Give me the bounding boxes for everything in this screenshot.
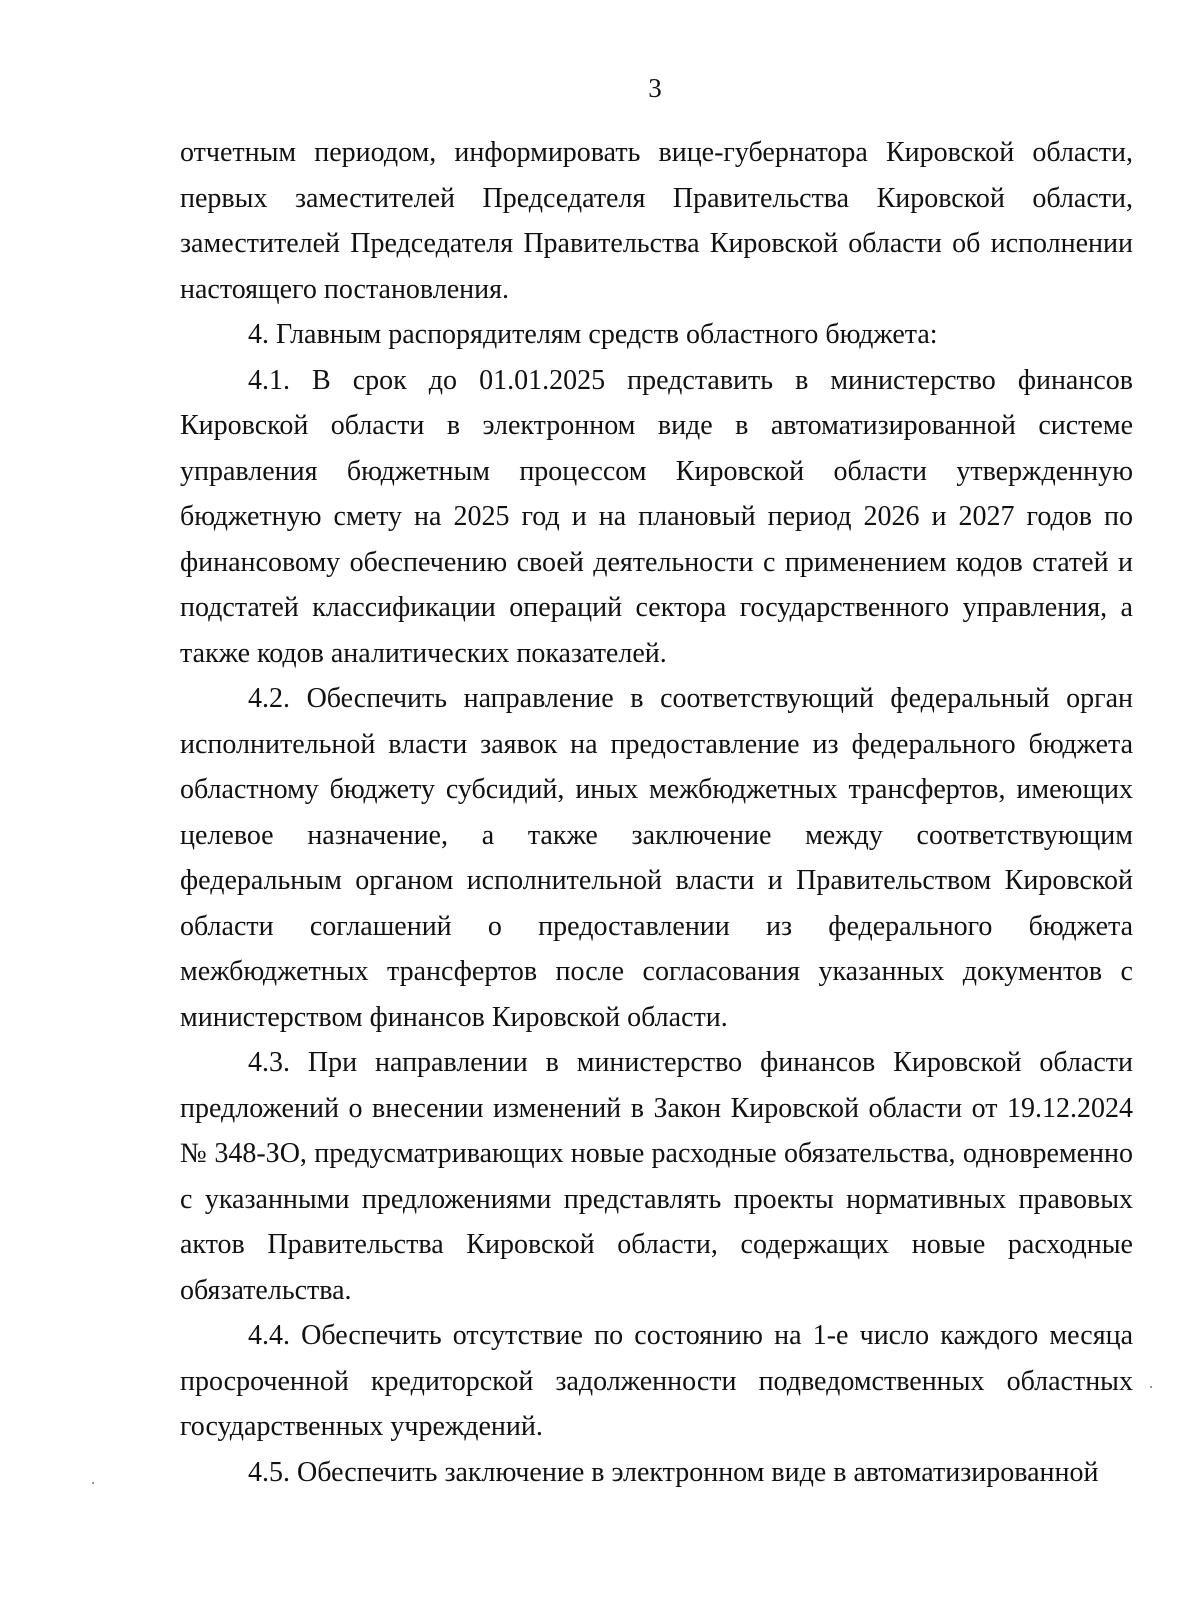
paragraph-4-2: 4.2. Обеспечить направление в соответствующий федеральный орган исполнительной власти заявок на предоставление из федерального бюджета областному бюджету субсидий, иных межбюджетных трансфертов, имеющих целевое назначение, а также заключение между соответствующим федеральным органом исполнительной власти и Правительством Кировской области соглашений о предоставлении из федерального бюджета межбюджетных трансфертов после согласования указанных документов с министерством финансов Кировской области. xyxy=(180,683,1133,1033)
paragraph-4-4: 4.4. Обеспечить отсутствие по состоянию на 1-е число каждого месяца просроченной кредиторской задолженности подведомственных областных государственных учреждений. xyxy=(180,1320,1133,1442)
paragraph-4-1: 4.1. В срок до 01.01.2025 представить в министерство финансов Кировской области в электронном виде в автоматизированной системе управления бюджетным процессом Кировской области утвержденную бюджетную смету на 2025 год и на плановый период 2026 и 2027 годов по финансовому обеспечению своей деятельности с применением кодов статей и подстатей классификации операций сектора государственного управления, а также кодов аналитических показателей. xyxy=(180,364,1133,669)
scan-speck xyxy=(92,1482,94,1484)
paragraph-4-5: 4.5. Обеспечить заключение в электронном виде в автоматизированной xyxy=(248,1456,1099,1488)
paragraph-4-3: 4.3. При направлении в министерство финансов Кировской области предложений о внесении изменений в Закон Кировской области от 19.12.2024 № 348-ЗО, предусматривающих новые расходные обязательства, одновременно с указанными предложениями представлять проекты нормативных правовых актов Правительства Кировской области, содержащих новые расходные обязательства. xyxy=(180,1047,1133,1306)
document-body xyxy=(180,130,1133,1495)
paragraph-continuation: отчетным периодом, информировать вице-губернатора Кировской области, первых заместителей Председателя Правительства Кировской области, заместителей Председателя Правительства Кировской области об исполнении настоящего постановления. xyxy=(180,137,1133,305)
scan-speck xyxy=(1150,1386,1152,1388)
page-number: 3 xyxy=(648,73,662,103)
paragraph-4: 4. Главным распорядителям средств областного бюджета: xyxy=(248,319,938,350)
